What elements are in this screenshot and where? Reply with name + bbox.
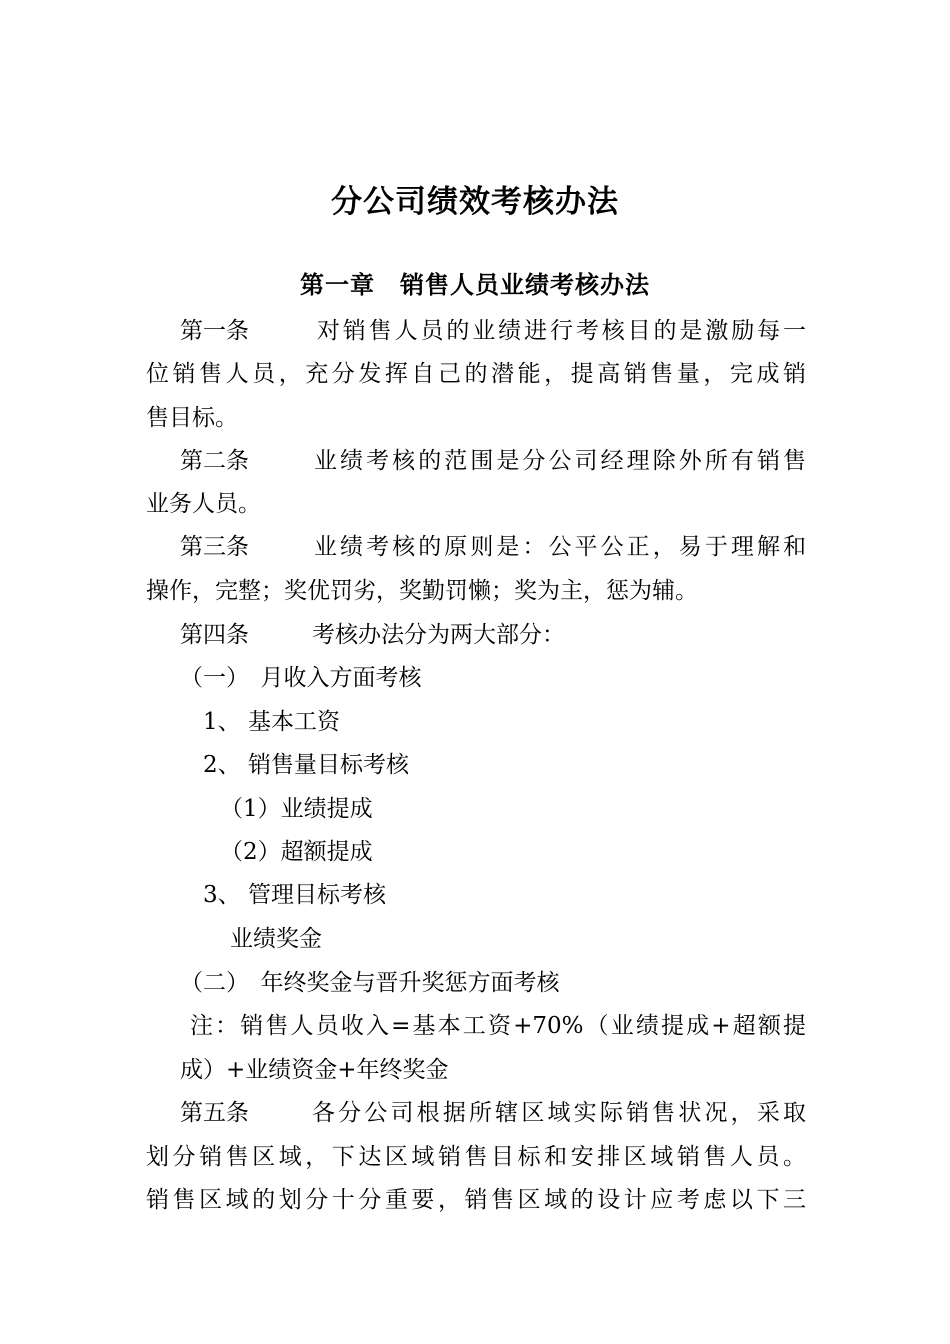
article3-line2: 操作，完整；奖优罚劣，奖勤罚懒；奖为主，惩为辅。 — [146, 578, 698, 604]
article4-note-line2: 成）+业绩资金+年终奖金 — [180, 1057, 449, 1083]
article2-line1: 业绩考核的范围是分公司经理除外所有销售 — [314, 448, 806, 474]
article4-sub2: （2）超额提成 — [220, 839, 373, 865]
article2-line2: 业务人员。 — [146, 491, 261, 517]
article1-label: 第一条 — [180, 318, 249, 344]
article5-line2: 划分销售区域，下达区域销售目标和安排区域销售人员。 — [146, 1144, 806, 1170]
article4-part2: （二） 年终奖金与晋升奖惩方面考核 — [180, 970, 560, 996]
article3-label: 第三条 — [180, 534, 249, 560]
article4-item3: 3、 管理目标考核 — [203, 882, 386, 908]
article4-part1: （一） 月收入方面考核 — [180, 665, 422, 691]
chapter-heading: 第一章 销售人员业绩考核办法 — [300, 271, 650, 299]
article4-note-line1: 注：销售人员收入=基本工资+70%（业绩提成+超额提 — [190, 1013, 806, 1039]
article5-label: 第五条 — [180, 1100, 249, 1126]
article4-sub1: （1）业绩提成 — [220, 796, 373, 822]
article4-label: 第四条 — [180, 622, 249, 648]
article5-line3: 销售区域的划分十分重要，销售区域的设计应考虑以下三 — [146, 1187, 806, 1213]
article1-line2: 位销售人员，充分发挥自己的潜能，提高销售量，完成销 — [146, 361, 806, 387]
article1-text1: 对销售人员的业绩进行考核目的是激励每一 — [314, 318, 806, 344]
article4-item1: 1、 基本工资 — [203, 709, 340, 735]
document-title: 分公司绩效考核办法 — [331, 184, 619, 220]
article1-line3: 售目标。 — [146, 405, 238, 431]
article4-line1: 考核办法分为两大部分： — [312, 622, 565, 648]
article4-bonus: 业绩奖金 — [230, 926, 322, 952]
article2-label: 第二条 — [180, 448, 249, 474]
article1-line1 — [146, 311, 806, 351]
article4-item2: 2、 销售量目标考核 — [203, 752, 409, 778]
article5-line1: 各分公司根据所辖区域实际销售状况，采取 — [312, 1100, 806, 1126]
article3-line1: 业绩考核的原则是：公平公正，易于理解和 — [314, 534, 806, 560]
